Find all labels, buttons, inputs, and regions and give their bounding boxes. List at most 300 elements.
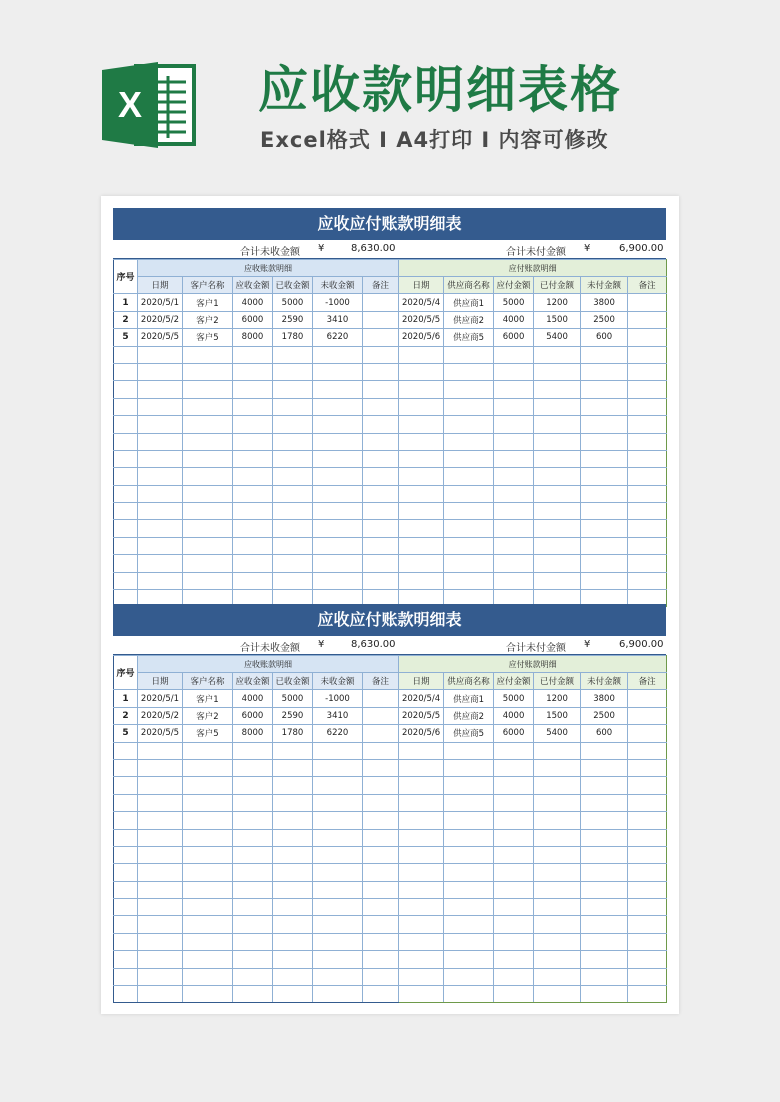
table-cell[interactable]: [399, 555, 444, 572]
table-cell[interactable]: [444, 899, 494, 916]
table-cell[interactable]: [581, 416, 628, 433]
table-cell[interactable]: [494, 864, 534, 881]
table-cell[interactable]: [114, 572, 138, 589]
table-cell[interactable]: [233, 520, 273, 537]
table-cell[interactable]: [581, 398, 628, 415]
table-cell[interactable]: [444, 812, 494, 829]
table-cell[interactable]: [138, 433, 183, 450]
table-cell[interactable]: [581, 503, 628, 520]
table-cell[interactable]: [233, 777, 273, 794]
table-cell[interactable]: [494, 503, 534, 520]
table-cell[interactable]: [138, 450, 183, 467]
table-cell[interactable]: [494, 572, 534, 589]
table-cell[interactable]: [534, 555, 581, 572]
table-cell[interactable]: [233, 398, 273, 415]
table-cell[interactable]: [138, 986, 183, 1003]
table-cell[interactable]: [313, 381, 363, 398]
table-cell[interactable]: [363, 829, 399, 846]
table-cell[interactable]: [313, 777, 363, 794]
table-cell[interactable]: [313, 572, 363, 589]
table-cell[interactable]: [363, 537, 399, 554]
table-cell[interactable]: [534, 951, 581, 968]
table-cell[interactable]: [399, 759, 444, 776]
table-cell[interactable]: [628, 986, 667, 1003]
table-cell[interactable]: [183, 899, 233, 916]
table-cell[interactable]: [114, 416, 138, 433]
table-cell[interactable]: [494, 468, 534, 485]
table-cell[interactable]: [628, 555, 667, 572]
table-cell[interactable]: [233, 416, 273, 433]
table-cell[interactable]: [273, 829, 313, 846]
table-cell[interactable]: [183, 881, 233, 898]
table-cell[interactable]: [399, 794, 444, 811]
table-cell[interactable]: [273, 555, 313, 572]
table-cell[interactable]: [313, 537, 363, 554]
table-cell[interactable]: [628, 933, 667, 950]
table-cell[interactable]: [581, 537, 628, 554]
table-cell[interactable]: [138, 881, 183, 898]
table-cell[interactable]: [183, 986, 233, 1003]
table-cell[interactable]: [628, 899, 667, 916]
table-cell[interactable]: [494, 537, 534, 554]
table-cell[interactable]: [313, 742, 363, 759]
table-cell[interactable]: [363, 398, 399, 415]
table-cell[interactable]: [114, 433, 138, 450]
table-cell[interactable]: 2020/5/6: [399, 725, 444, 742]
table-cell[interactable]: [628, 846, 667, 863]
table-cell[interactable]: [138, 398, 183, 415]
table-cell[interactable]: [183, 555, 233, 572]
table-cell[interactable]: [183, 812, 233, 829]
table-cell[interactable]: [183, 951, 233, 968]
table-cell[interactable]: 供应商1: [444, 294, 494, 311]
table-cell[interactable]: [183, 468, 233, 485]
table-cell[interactable]: [114, 381, 138, 398]
table-cell[interactable]: [444, 555, 494, 572]
table-cell[interactable]: [444, 951, 494, 968]
table-cell[interactable]: [233, 381, 273, 398]
table-cell[interactable]: [494, 829, 534, 846]
table-cell[interactable]: [534, 742, 581, 759]
table-cell[interactable]: [494, 520, 534, 537]
table-cell[interactable]: [138, 555, 183, 572]
table-cell[interactable]: 6000: [233, 311, 273, 328]
table-cell[interactable]: 600: [581, 329, 628, 346]
table-cell[interactable]: 2020/5/5: [138, 725, 183, 742]
table-cell[interactable]: [233, 433, 273, 450]
table-cell[interactable]: [114, 363, 138, 380]
table-cell[interactable]: [399, 398, 444, 415]
table-cell[interactable]: [399, 986, 444, 1003]
table-cell[interactable]: [444, 916, 494, 933]
table-cell[interactable]: [444, 537, 494, 554]
table-cell[interactable]: [363, 555, 399, 572]
table-cell[interactable]: [581, 555, 628, 572]
table-cell[interactable]: 6220: [313, 329, 363, 346]
table-cell[interactable]: [581, 968, 628, 985]
table-cell[interactable]: [628, 311, 667, 328]
table-cell[interactable]: [233, 933, 273, 950]
table-cell[interactable]: [313, 555, 363, 572]
table-cell[interactable]: [273, 794, 313, 811]
table-cell[interactable]: [534, 537, 581, 554]
table-cell[interactable]: [628, 468, 667, 485]
table-cell[interactable]: [581, 433, 628, 450]
table-cell[interactable]: [363, 433, 399, 450]
table-cell[interactable]: 1780: [273, 329, 313, 346]
table-cell[interactable]: [273, 777, 313, 794]
table-cell[interactable]: -1000: [313, 294, 363, 311]
table-cell[interactable]: [233, 812, 273, 829]
table-cell[interactable]: [233, 759, 273, 776]
table-cell[interactable]: 6000: [233, 707, 273, 724]
table-cell[interactable]: [138, 537, 183, 554]
table-cell[interactable]: 2020/5/5: [399, 707, 444, 724]
table-cell[interactable]: [444, 433, 494, 450]
table-cell[interactable]: [399, 864, 444, 881]
table-cell[interactable]: [313, 951, 363, 968]
table-cell[interactable]: [313, 846, 363, 863]
table-cell[interactable]: [534, 812, 581, 829]
table-cell[interactable]: [273, 968, 313, 985]
table-cell[interactable]: [444, 468, 494, 485]
table-cell[interactable]: [534, 899, 581, 916]
table-cell[interactable]: [114, 916, 138, 933]
table-cell[interactable]: [534, 503, 581, 520]
table-cell[interactable]: [399, 881, 444, 898]
table-cell[interactable]: [273, 468, 313, 485]
table-cell[interactable]: [273, 812, 313, 829]
table-cell[interactable]: [114, 986, 138, 1003]
table-cell[interactable]: [313, 485, 363, 502]
table-cell[interactable]: 6000: [494, 329, 534, 346]
table-cell[interactable]: [581, 846, 628, 863]
table-cell[interactable]: [233, 555, 273, 572]
table-cell[interactable]: 1: [114, 294, 138, 311]
table-cell[interactable]: [363, 520, 399, 537]
table-cell[interactable]: [534, 450, 581, 467]
table-cell[interactable]: [183, 742, 233, 759]
table-cell[interactable]: [363, 690, 399, 707]
table-cell[interactable]: [628, 363, 667, 380]
table-cell[interactable]: [399, 381, 444, 398]
table-cell[interactable]: 2: [114, 707, 138, 724]
table-cell[interactable]: [534, 916, 581, 933]
table-cell[interactable]: 供应商2: [444, 311, 494, 328]
table-cell[interactable]: [273, 951, 313, 968]
table-cell[interactable]: [534, 777, 581, 794]
table-cell[interactable]: [273, 381, 313, 398]
table-cell[interactable]: [114, 450, 138, 467]
table-cell[interactable]: 5000: [494, 690, 534, 707]
table-cell[interactable]: 5: [114, 725, 138, 742]
table-cell[interactable]: [494, 951, 534, 968]
table-cell[interactable]: [233, 485, 273, 502]
table-cell[interactable]: [363, 742, 399, 759]
table-cell[interactable]: [581, 951, 628, 968]
table-cell[interactable]: [183, 381, 233, 398]
table-cell[interactable]: 2590: [273, 311, 313, 328]
table-cell[interactable]: [399, 951, 444, 968]
table-cell[interactable]: [233, 881, 273, 898]
table-cell[interactable]: [363, 986, 399, 1003]
table-cell[interactable]: 5400: [534, 725, 581, 742]
table-cell[interactable]: [114, 555, 138, 572]
table-cell[interactable]: [581, 572, 628, 589]
table-cell[interactable]: [273, 346, 313, 363]
table-cell[interactable]: [273, 450, 313, 467]
table-cell[interactable]: 客户1: [183, 690, 233, 707]
table-cell[interactable]: [233, 864, 273, 881]
table-cell[interactable]: [183, 433, 233, 450]
table-cell[interactable]: [628, 572, 667, 589]
table-cell[interactable]: [581, 468, 628, 485]
table-cell[interactable]: [399, 520, 444, 537]
table-cell[interactable]: [183, 416, 233, 433]
table-cell[interactable]: [534, 759, 581, 776]
table-cell[interactable]: [363, 416, 399, 433]
table-cell[interactable]: 3410: [313, 707, 363, 724]
table-cell[interactable]: [138, 363, 183, 380]
table-cell[interactable]: [233, 363, 273, 380]
table-cell[interactable]: [363, 485, 399, 502]
table-cell[interactable]: [581, 759, 628, 776]
table-cell[interactable]: -1000: [313, 690, 363, 707]
table-cell[interactable]: [444, 777, 494, 794]
table-cell[interactable]: [363, 968, 399, 985]
table-cell[interactable]: [363, 346, 399, 363]
table-cell[interactable]: [581, 881, 628, 898]
table-cell[interactable]: [444, 363, 494, 380]
table-cell[interactable]: [494, 485, 534, 502]
table-cell[interactable]: [273, 759, 313, 776]
table-cell[interactable]: [494, 933, 534, 950]
table-cell[interactable]: [313, 450, 363, 467]
table-cell[interactable]: [114, 485, 138, 502]
table-cell[interactable]: 2020/5/5: [138, 329, 183, 346]
table-cell[interactable]: 2500: [581, 311, 628, 328]
table-cell[interactable]: 8000: [233, 725, 273, 742]
table-cell[interactable]: [233, 742, 273, 759]
table-cell[interactable]: [534, 398, 581, 415]
table-cell[interactable]: [399, 777, 444, 794]
table-cell[interactable]: 供应商1: [444, 690, 494, 707]
table-cell[interactable]: [494, 916, 534, 933]
table-cell[interactable]: [313, 468, 363, 485]
table-cell[interactable]: 4000: [233, 690, 273, 707]
table-cell[interactable]: [534, 572, 581, 589]
table-cell[interactable]: [273, 916, 313, 933]
table-cell[interactable]: [313, 520, 363, 537]
table-cell[interactable]: [628, 916, 667, 933]
table-cell[interactable]: [494, 846, 534, 863]
table-cell[interactable]: 3800: [581, 690, 628, 707]
table-cell[interactable]: [444, 572, 494, 589]
table-cell[interactable]: 2590: [273, 707, 313, 724]
table-cell[interactable]: [581, 346, 628, 363]
table-cell[interactable]: [399, 742, 444, 759]
table-cell[interactable]: [138, 846, 183, 863]
table-cell[interactable]: 5000: [273, 690, 313, 707]
table-cell[interactable]: [444, 968, 494, 985]
table-cell[interactable]: [534, 485, 581, 502]
table-cell[interactable]: [363, 864, 399, 881]
table-cell[interactable]: [581, 829, 628, 846]
table-cell[interactable]: [534, 794, 581, 811]
table-cell[interactable]: [363, 933, 399, 950]
table-cell[interactable]: [494, 742, 534, 759]
table-cell[interactable]: [183, 450, 233, 467]
table-cell[interactable]: [581, 916, 628, 933]
table-cell[interactable]: [273, 572, 313, 589]
table-cell[interactable]: [628, 829, 667, 846]
table-cell[interactable]: [534, 986, 581, 1003]
table-cell[interactable]: 供应商5: [444, 725, 494, 742]
table-cell[interactable]: [313, 416, 363, 433]
table-cell[interactable]: [138, 968, 183, 985]
table-cell[interactable]: [534, 968, 581, 985]
table-cell[interactable]: [628, 951, 667, 968]
table-cell[interactable]: [494, 986, 534, 1003]
table-cell[interactable]: [534, 433, 581, 450]
table-cell[interactable]: 1200: [534, 294, 581, 311]
table-cell[interactable]: [444, 381, 494, 398]
table-cell[interactable]: 客户5: [183, 725, 233, 742]
table-cell[interactable]: [399, 503, 444, 520]
table-cell[interactable]: 3800: [581, 294, 628, 311]
table-cell[interactable]: [138, 503, 183, 520]
table-cell[interactable]: [628, 433, 667, 450]
table-cell[interactable]: [313, 794, 363, 811]
table-cell[interactable]: [363, 468, 399, 485]
table-cell[interactable]: 5000: [273, 294, 313, 311]
table-cell[interactable]: [494, 363, 534, 380]
table-cell[interactable]: [444, 759, 494, 776]
table-cell[interactable]: 8000: [233, 329, 273, 346]
table-cell[interactable]: 客户1: [183, 294, 233, 311]
table-cell[interactable]: [313, 759, 363, 776]
table-cell[interactable]: [581, 864, 628, 881]
table-cell[interactable]: [444, 986, 494, 1003]
table-cell[interactable]: [444, 881, 494, 898]
table-cell[interactable]: [114, 846, 138, 863]
table-cell[interactable]: [273, 864, 313, 881]
table-cell[interactable]: [363, 881, 399, 898]
table-cell[interactable]: [183, 968, 233, 985]
table-cell[interactable]: [494, 777, 534, 794]
table-cell[interactable]: [534, 381, 581, 398]
table-cell[interactable]: [363, 294, 399, 311]
table-cell[interactable]: [183, 777, 233, 794]
table-cell[interactable]: [444, 846, 494, 863]
table-cell[interactable]: 2020/5/1: [138, 294, 183, 311]
table-cell[interactable]: [273, 899, 313, 916]
table-cell[interactable]: [233, 503, 273, 520]
table-cell[interactable]: [313, 346, 363, 363]
table-cell[interactable]: [628, 346, 667, 363]
table-cell[interactable]: [399, 468, 444, 485]
table-cell[interactable]: [313, 829, 363, 846]
table-cell[interactable]: [138, 794, 183, 811]
table-cell[interactable]: [233, 346, 273, 363]
table-cell[interactable]: [114, 794, 138, 811]
table-cell[interactable]: 客户2: [183, 311, 233, 328]
table-cell[interactable]: [628, 485, 667, 502]
table-cell[interactable]: [273, 537, 313, 554]
table-cell[interactable]: [399, 346, 444, 363]
table-cell[interactable]: [273, 433, 313, 450]
table-cell[interactable]: 1780: [273, 725, 313, 742]
table-cell[interactable]: [233, 951, 273, 968]
table-cell[interactable]: [183, 846, 233, 863]
table-cell[interactable]: 4000: [233, 294, 273, 311]
table-cell[interactable]: [138, 468, 183, 485]
table-cell[interactable]: [183, 398, 233, 415]
table-cell[interactable]: [534, 864, 581, 881]
table-cell[interactable]: [183, 346, 233, 363]
table-cell[interactable]: [233, 450, 273, 467]
table-cell[interactable]: [628, 968, 667, 985]
table-cell[interactable]: [183, 572, 233, 589]
table-cell[interactable]: [233, 468, 273, 485]
table-cell[interactable]: [183, 520, 233, 537]
table-cell[interactable]: [399, 572, 444, 589]
table-cell[interactable]: [363, 311, 399, 328]
table-cell[interactable]: [114, 346, 138, 363]
table-cell[interactable]: [114, 933, 138, 950]
table-cell[interactable]: 2020/5/1: [138, 690, 183, 707]
table-cell[interactable]: 3410: [313, 311, 363, 328]
table-cell[interactable]: [494, 381, 534, 398]
table-cell[interactable]: [114, 968, 138, 985]
table-cell[interactable]: [363, 450, 399, 467]
table-cell[interactable]: [363, 846, 399, 863]
table-cell[interactable]: [114, 812, 138, 829]
table-cell[interactable]: [114, 398, 138, 415]
table-cell[interactable]: [399, 916, 444, 933]
table-cell[interactable]: [114, 829, 138, 846]
table-cell[interactable]: [628, 450, 667, 467]
table-cell[interactable]: [363, 794, 399, 811]
table-cell[interactable]: [183, 794, 233, 811]
table-cell[interactable]: 5000: [494, 294, 534, 311]
table-cell[interactable]: [628, 398, 667, 415]
table-cell[interactable]: [494, 794, 534, 811]
table-cell[interactable]: [534, 363, 581, 380]
table-cell[interactable]: [444, 794, 494, 811]
table-cell[interactable]: [628, 812, 667, 829]
table-cell[interactable]: [399, 363, 444, 380]
table-cell[interactable]: 4000: [494, 311, 534, 328]
table-cell[interactable]: [138, 864, 183, 881]
table-cell[interactable]: [399, 450, 444, 467]
table-cell[interactable]: [581, 986, 628, 1003]
table-cell[interactable]: [581, 794, 628, 811]
table-cell[interactable]: [494, 346, 534, 363]
table-cell[interactable]: [233, 916, 273, 933]
table-cell[interactable]: [363, 812, 399, 829]
table-cell[interactable]: [313, 899, 363, 916]
table-cell[interactable]: [399, 899, 444, 916]
table-cell[interactable]: [363, 329, 399, 346]
table-cell[interactable]: 600: [581, 725, 628, 742]
table-cell[interactable]: [183, 485, 233, 502]
table-cell[interactable]: [628, 537, 667, 554]
table-cell[interactable]: [138, 916, 183, 933]
table-cell[interactable]: [444, 398, 494, 415]
table-cell[interactable]: [534, 416, 581, 433]
table-cell[interactable]: [138, 416, 183, 433]
